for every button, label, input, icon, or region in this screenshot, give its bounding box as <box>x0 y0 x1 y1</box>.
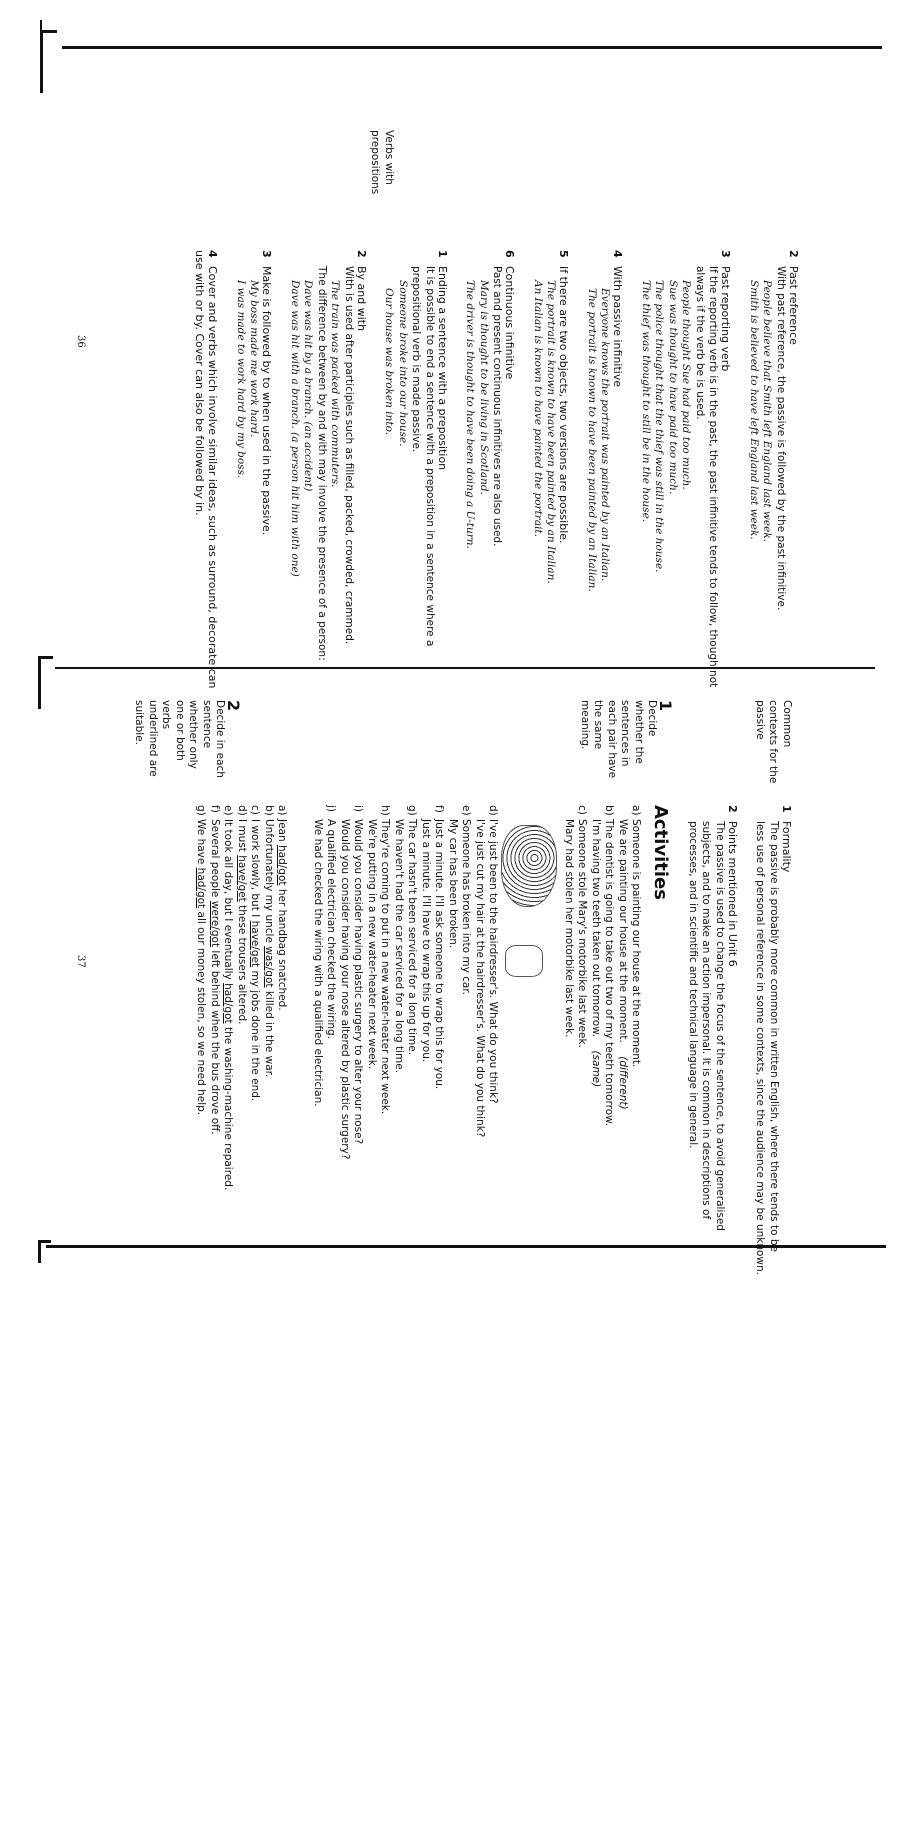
exercise-1-instruction: 1 Decide whether the sentences in each pair have the same meaning. <box>579 700 675 779</box>
section-make <box>234 250 274 690</box>
example-sentence: Our house was broken into. <box>383 288 396 436</box>
section-heading: Past reference <box>787 266 800 345</box>
exercise-item: b)The dentist is going to take out two of my teeth tomorrow. I'm having two teeth taken out tomorrow. (same) <box>590 805 616 1127</box>
page-number-36: 36 <box>75 335 86 348</box>
example-sentence: Smith is believed to have left England last week. <box>748 280 760 540</box>
section-heading: By and with <box>355 266 368 332</box>
section-body: It is possible to end a sentence with a preposition in a sentence where a prepositional verb is made passive. <box>410 266 436 647</box>
exercise-item: a)Someone is painting our house at the moment. We are painting our house at the moment. (different) <box>617 805 643 1110</box>
example-sentence: The police thought that the thief was still in the house. <box>653 280 666 573</box>
example-sentence: Mary is thought to be living in Scotland. <box>478 280 490 495</box>
section-number: 2 <box>726 805 739 813</box>
section-heading: With passive infinitive <box>611 266 625 388</box>
section-body: With past reference, the passive is followed by the past infinitive. <box>775 266 787 611</box>
section-number: 4 <box>206 250 220 258</box>
example-sentence: An Italian is known to have painted the portrait. <box>532 280 544 537</box>
section-heading: Ending a sentence with a preposition <box>436 266 449 471</box>
section-body: The passive is probably more common in written English, where there tends to be less use of personal reference in some contexts, since the audience may be unknown. <box>754 821 780 1276</box>
section-heading: Formality <box>780 821 793 873</box>
example-sentence: Someone broke into our house. <box>397 280 409 447</box>
section-number: 2 <box>787 250 800 258</box>
activities-title: Activities <box>650 805 672 900</box>
section-body: Make is followed by to when used in the passive. <box>260 266 274 536</box>
exercise-item: g)The car hasn't been serviced for a long time. We haven't had the car serviced for a long time. <box>393 805 419 1074</box>
section-body: Cover and verbs which involve similar ideas, such as surround, decorate can use with or by. Cover can also be followed by in. <box>193 250 220 689</box>
section-number: 5 <box>557 250 571 258</box>
scan-corner-middle <box>38 656 53 709</box>
example-sentence: Dave was hit by a branch. (an accident) <box>302 280 315 492</box>
exercise-item: g)We have had/got all our money stolen, so we need help. <box>195 805 208 1116</box>
section-number: 3 <box>719 250 733 258</box>
underlined-choice: have/get <box>249 920 262 968</box>
example-sentence: The driver is thought to have been doing a U-turn. <box>464 280 477 549</box>
exercise-number: 2 <box>224 700 243 712</box>
section-passive-infinitive <box>585 250 625 690</box>
example-sentence: People believe that Smith left England last week. <box>761 280 774 543</box>
scan-edge-left <box>40 20 42 32</box>
margin-note-common-contexts: Common contexts for the passive <box>754 700 793 784</box>
underlined-choice: had/got <box>222 983 235 1024</box>
underlined-choice: had/got <box>276 844 289 886</box>
example-sentence: The portrait is known to have been painted by an Italian. <box>545 280 558 584</box>
section-body-2: The difference between by and with may involve the presence of a person: <box>316 266 328 661</box>
example-sentence: People thought Sue had paid too much. <box>680 280 693 490</box>
section-two-objects <box>531 250 571 690</box>
section-points-unit-6 <box>686 805 740 1275</box>
exercise-item: i)Would you consider having plastic surgery to alter your nose? Would you consider having your nose altered by plastic surgery? <box>339 805 365 1160</box>
section-heading: Points mentioned in Unit 6 <box>726 821 739 967</box>
exercise-item: d)I must have/get these trousers altered. <box>236 805 248 1025</box>
exercise-item: f)Just a minute. I'll ask someone to wrap this for you. Just a minute. I'll have to wrap this up for you. <box>420 805 446 1090</box>
example-sentence: Sue was thought to have paid too much. <box>667 280 679 495</box>
section-body: If the reporting verb is in the past, the past infinitive tends to follow, though not always if the verb be is used. <box>694 266 720 688</box>
example-sentence: The thief was thought to still be in the house. <box>640 280 652 523</box>
scan-corner-bottom <box>38 1240 51 1263</box>
illustration-customer-icon <box>506 945 544 977</box>
scan-corner-top-left <box>40 30 57 93</box>
example-sentence: I was made to work hard by my boss. <box>235 280 247 479</box>
section-body: Past and present continuous infinitives are also used. <box>491 266 504 547</box>
exercise-2-instruction: 2 Decide in each sentence whether only one or both verbs underlined are suitable. <box>132 700 240 780</box>
section-heading: Past reporting verb <box>719 266 733 372</box>
exercise-item: e)It took all day, but I eventually had/got the washing-machine repaired. <box>222 805 235 1191</box>
section-continuous-infinitive <box>463 250 517 690</box>
exercise-item: d)I've just been to the hairdresser's. What do you think? I've just cut my hair at the hairdresser's. What do you think? <box>474 805 500 1138</box>
exercise-1-items <box>311 805 643 1275</box>
scan-edge-top <box>62 46 882 49</box>
exercise-2-items <box>194 805 289 1275</box>
section-formality <box>753 805 793 1275</box>
section-by-and-with <box>288 250 369 690</box>
example-sentence: My boss made me work hard. <box>248 280 261 438</box>
section-past-reference <box>747 250 801 690</box>
section-number: 6 <box>503 250 517 258</box>
exercise-item: a)Jean had/got her handbag snatched. <box>276 805 289 1011</box>
page-number-37: 37 <box>75 955 86 968</box>
margin-note-verbs-with-prepositions: Verbs with prepositions <box>369 130 395 195</box>
example-sentence: The portrait is known to have been painted by an Italian. <box>586 288 598 592</box>
underlined-choice: have/get <box>236 855 248 902</box>
section-cover <box>194 250 220 690</box>
illustration-area <box>500 805 562 1275</box>
section-ending-with-preposition <box>382 250 449 690</box>
example-sentence: Dave was hit with a branch. (a person hit him with one) <box>289 280 301 577</box>
exercise-item: c)Someone stole Mary's motorbike last week. Mary had stolen her motorbike last week. <box>563 805 589 1048</box>
page-37-main <box>194 805 793 1275</box>
section-number: 2 <box>355 250 368 258</box>
section-number: 1 <box>436 250 449 258</box>
exercise-item: h)They're coming to put in a new water-heater next week. We're putting in a new water-heater next week. <box>366 805 392 1115</box>
section-body: The passive is used to change the focus of the sentence, to avoid generalised subjects, and to make an action impersonal. It is common in descriptions of processes, and in scientific and technical language in general. <box>687 821 726 1231</box>
section-number: 4 <box>611 250 625 258</box>
section-number: 3 <box>260 250 274 258</box>
illustration-hairdresser-icon <box>502 825 558 907</box>
example-sentence: Everyone knows the portrait was painted by an Italian. <box>599 288 612 582</box>
section-heading: Continuous infinitive <box>503 266 517 380</box>
section-past-reporting-verb <box>639 250 733 690</box>
exercise-item: c)I work slowly, but I have/get my jobs done in the end. <box>249 805 262 1102</box>
underlined-choice: had/got <box>195 867 208 909</box>
example-sentence: The train was packed with commuters. <box>329 280 342 488</box>
page-36 <box>80 250 800 690</box>
section-number: 1 <box>780 805 793 813</box>
exercise-item: f)Several people were/got left behind when the bus drove off. <box>209 805 221 1135</box>
underlined-choice: were/got <box>209 900 221 948</box>
exercise-item: e)Someone has broken into my car. My car has been broken. <box>447 805 473 996</box>
section-body: With is used after participles such as filled, packed, crowded, crammed. <box>343 266 355 645</box>
exercise-item: j)A qualified electrician checked the wiring. We had checked the wiring with a qualified electrician. <box>312 805 338 1107</box>
exercise-number: 1 <box>656 700 675 712</box>
section-body: If there are two objects, two versions are possible. <box>557 266 571 544</box>
exercise-item: b)Unfortunately my uncle was/got killed in the war. <box>263 805 275 1078</box>
underlined-choice: was/got <box>263 946 275 988</box>
